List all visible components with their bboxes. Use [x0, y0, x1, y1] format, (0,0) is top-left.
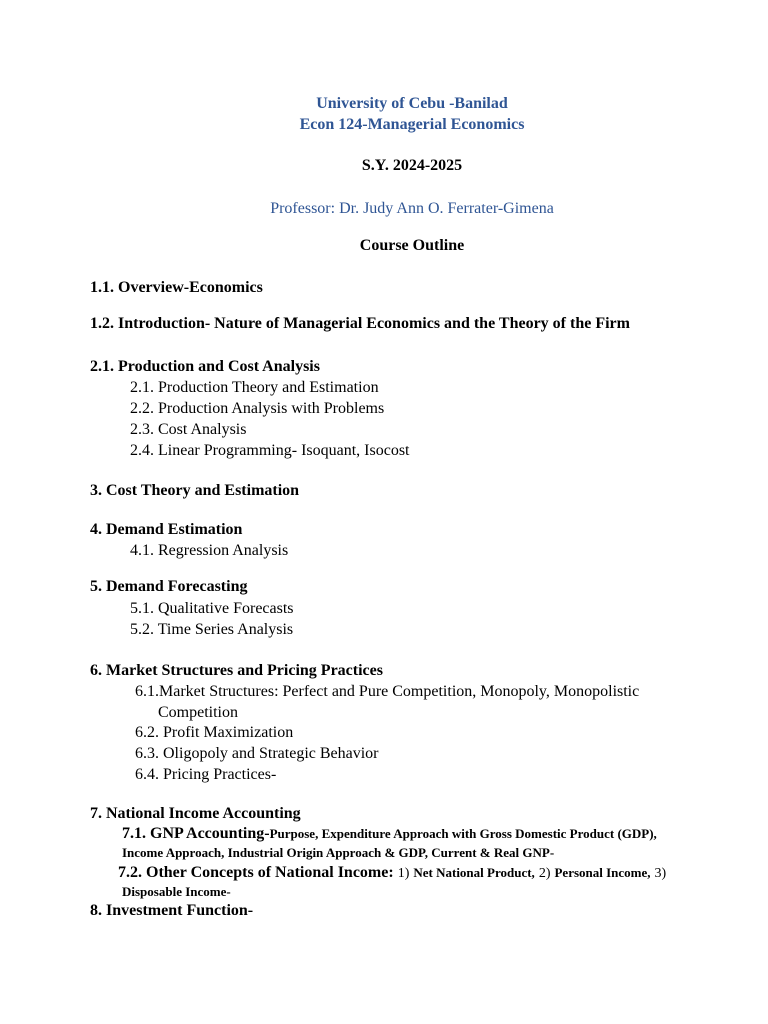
- professor-name: Professor: Dr. Judy Ann O. Ferrater-Gimena: [270, 200, 554, 217]
- section-2-1-title: 2.1. Production and Cost Analysis: [90, 358, 320, 375]
- university-name: University of Cebu -Banilad: [316, 95, 508, 112]
- list-item: 6.1.Market Structures: Perfect and Pure Competition, Monopoly, Monopolistic: [135, 683, 640, 700]
- list-item: 6.4. Pricing Practices-: [135, 766, 277, 783]
- section-8: 8. Investment Function-: [90, 902, 254, 919]
- subsection-7-1: [122, 826, 657, 842]
- item-text: Production Analysis with Problems: [158, 400, 385, 417]
- list-item: [130, 380, 379, 396]
- list-item: 5.1. Qualitative Forecasts: [130, 600, 294, 617]
- item-text: Production Theory and Estimation: [158, 379, 379, 396]
- item-number: 2.4.: [130, 442, 154, 459]
- section-6-title: 6. Market Structures and Pricing Practices: [90, 662, 383, 679]
- course-title: Econ 124-Managerial Economics: [299, 116, 525, 133]
- other-concepts-heading: 7.2. Other Concepts of National Income:: [118, 864, 394, 881]
- item-text: Cost Analysis: [158, 421, 247, 438]
- list-item: [130, 401, 384, 417]
- item-text: Net National Product,: [413, 865, 535, 880]
- outline-title: Course Outline: [359, 237, 465, 254]
- gnp-description: Purpose, Expenditure Approach with Gross Domestic Product (GDP),: [269, 826, 657, 841]
- item-number: 2): [538, 866, 551, 881]
- section-7-title: 7. National Income Accounting: [90, 805, 301, 822]
- item-text: Personal Income,: [554, 865, 651, 880]
- section-3: 3. Cost Theory and Estimation: [90, 482, 300, 499]
- list-item: 6.2. Profit Maximization: [135, 724, 294, 741]
- section-5-title: 5. Demand Forecasting: [90, 578, 248, 595]
- list-item: [130, 443, 410, 459]
- item-text: Linear Programming- Isoquant, Isocost: [158, 442, 410, 459]
- subsection-7-2-continuation: Disposable Income-: [122, 884, 231, 899]
- list-item: 6.3. Oligopoly and Strategic Behavior: [135, 745, 379, 762]
- section-1-2: 1.2. Introduction- Nature of Managerial Economics and the Theory of the Firm: [90, 315, 630, 332]
- list-item: 4.1. Regression Analysis: [130, 542, 289, 559]
- subsection-7-1-continuation: Income Approach, Industrial Origin Approach & GDP, Current & Real GNP-: [122, 845, 555, 860]
- list-item: 5.2. Time Series Analysis: [130, 621, 294, 638]
- item-number: 3): [654, 866, 667, 881]
- school-year: S.Y. 2024-2025: [361, 157, 463, 174]
- item-number: 1): [397, 866, 410, 881]
- subsection-7-2: [118, 865, 666, 881]
- list-item-continuation: Competition: [158, 704, 238, 721]
- section-1-1: 1.1. Overview-Economics: [90, 279, 263, 296]
- item-number: 2.2.: [130, 400, 154, 417]
- item-number: 2.3.: [130, 421, 154, 438]
- list-item: [130, 422, 246, 438]
- item-number: 2.1.: [130, 379, 154, 396]
- gnp-heading: 7.1. GNP Accounting-: [122, 825, 270, 842]
- section-4-title: 4. Demand Estimation: [90, 521, 243, 538]
